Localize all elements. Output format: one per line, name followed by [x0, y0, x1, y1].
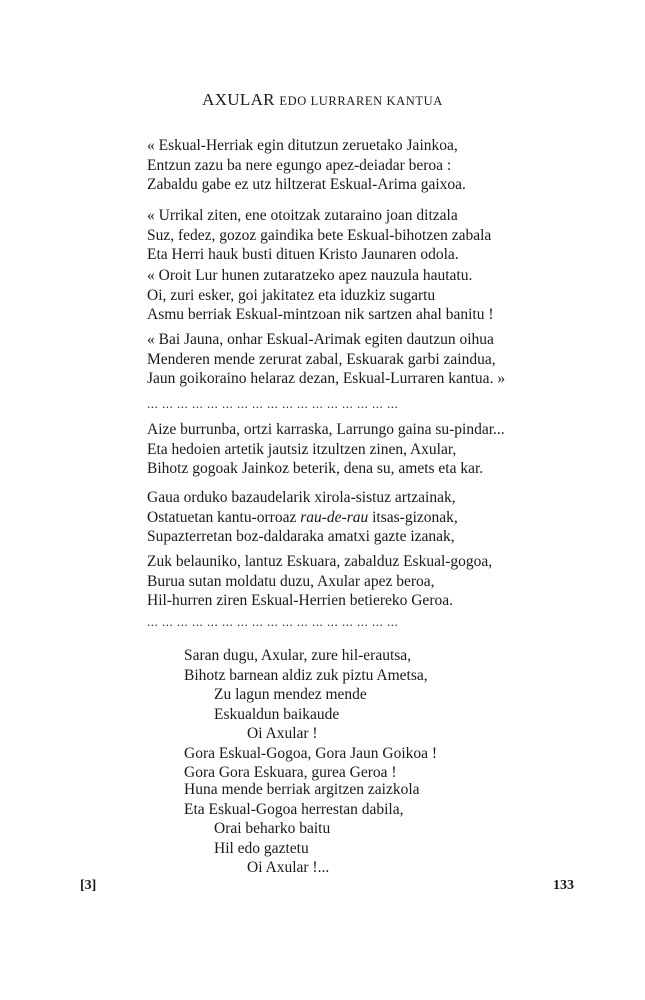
verse-line: Huna mende berriak argitzen zaizkola: [184, 781, 420, 798]
verse-text: Ostatuetan kantu-orroaz: [147, 508, 301, 526]
stanza-3: [147, 266, 567, 325]
verse-line: Oi Axular !: [247, 725, 318, 742]
verse-text: itsas-gizonak,: [368, 508, 458, 526]
verse-line: Suz, fedez, gozoz gaindika bete Eskual-bihotzen zabala: [147, 226, 492, 244]
verse-line: Oi Axular !...: [247, 859, 330, 876]
page-number: 133: [553, 878, 574, 893]
verse-line: Orai beharko baitu: [214, 820, 331, 837]
ellipsis-separator: ... ... ... ... ... ... ... ... ... ... ... ... ... ... ... ... ...: [147, 396, 399, 411]
verse-line: Eta Eskual-Gogoa herrestan dabila,: [184, 800, 404, 818]
stanza-6: [147, 488, 567, 547]
verse-line: « Eskual-Herriak egin ditutzun zeruetako Jainkoa,: [147, 137, 458, 154]
verse-line: Zabaldu gabe ez utz hiltzerat Eskual-Arima gaixoa.: [147, 176, 466, 193]
stanza-1: [147, 136, 567, 195]
title-rest: EDO LURRAREN KANTUA: [279, 94, 443, 108]
folio-left: [3]: [80, 878, 97, 893]
verse-line: Bihotz gogoak Jainkoz beterik, dena su, amets eta kar.: [147, 460, 484, 477]
ellipsis-separator: ... ... ... ... ... ... ... ... ... ... ... ... ... ... ... ... ...: [147, 614, 399, 629]
verse-line: « Bai Jauna, onhar Eskual-Arimak egiten dautzun oihua: [147, 331, 494, 348]
verse-line: Gora Gora Eskuara, gurea Geroa !: [184, 764, 397, 781]
verse-line: Jaun goikoraino helaraz dezan, Eskual-Lurraren kantua. »: [147, 370, 506, 387]
verse-line: Hil-hurren ziren Eskual-Herrien betiereko Geroa.: [147, 592, 453, 609]
verse-line: Asmu berriak Eskual-mintzoan nik sartzen ahal banitu !: [147, 306, 494, 323]
verse-italic: rau-de-rau: [300, 508, 369, 526]
verse-line: Eskualdun baikaude: [214, 705, 340, 723]
verse-line: Burua sutan moldatu duzu, Axular apez beroa,: [147, 572, 435, 590]
verse-line: « Urrikal ziten, ene otoitzak zutaraino joan ditzala: [147, 207, 458, 224]
verse-line: Saran dugu, Axular, zure hil-erautsa,: [184, 647, 412, 664]
verse-line: Zu lagun mendez mende: [214, 686, 367, 703]
verse-line: Supazterretan boz-daldaraka amatxi gazte izanak,: [147, 528, 455, 545]
verse-line: Menderen mende zerurat zabal, Eskuarak garbi zaindua,: [147, 350, 496, 368]
song-verse-2: [147, 780, 567, 878]
stanza-2: [147, 206, 567, 265]
stanza-5: [147, 420, 567, 479]
verse-line: Bihotz barnean aldiz zuk piztu Ametsa,: [184, 666, 428, 684]
verse-line: Oi, zuri esker, goi jakitatez eta iduzkiz sugartu: [147, 286, 436, 304]
verse-line: Hil edo gaztetu: [214, 839, 309, 857]
verse-line: « Oroit Lur hunen zutaratzeko apez nauzula hautatu.: [147, 267, 473, 284]
verse-line: Gora Eskual-Gogoa, Gora Jaun Goikoa !: [184, 744, 438, 762]
song-verse-1: [147, 646, 567, 783]
verse-line: Eta hedoien artetik jautsiz itzultzen zinen, Axular,: [147, 440, 457, 458]
page-title: [0, 90, 645, 110]
title-main: AXULAR: [202, 90, 275, 109]
verse-line: Zuk belauniko, lantuz Eskuara, zabalduz Eskual-gogoa,: [147, 553, 493, 570]
verse-line: Eta Herri hauk busti dituen Kristo Jaunaren odola.: [147, 246, 459, 263]
stanza-4: [147, 330, 567, 389]
verse-line: Entzun zazu ba nere egungo apez-deiadar beroa :: [147, 156, 452, 174]
stanza-7: [147, 552, 567, 611]
verse-line: [147, 508, 567, 528]
verse-line: Gaua orduko bazaudelarik xirola-sistuz artzainak,: [147, 489, 456, 506]
verse-line: Aize burrunba, ortzi karraska, Larrungo gaina su-pindar...: [147, 421, 505, 438]
